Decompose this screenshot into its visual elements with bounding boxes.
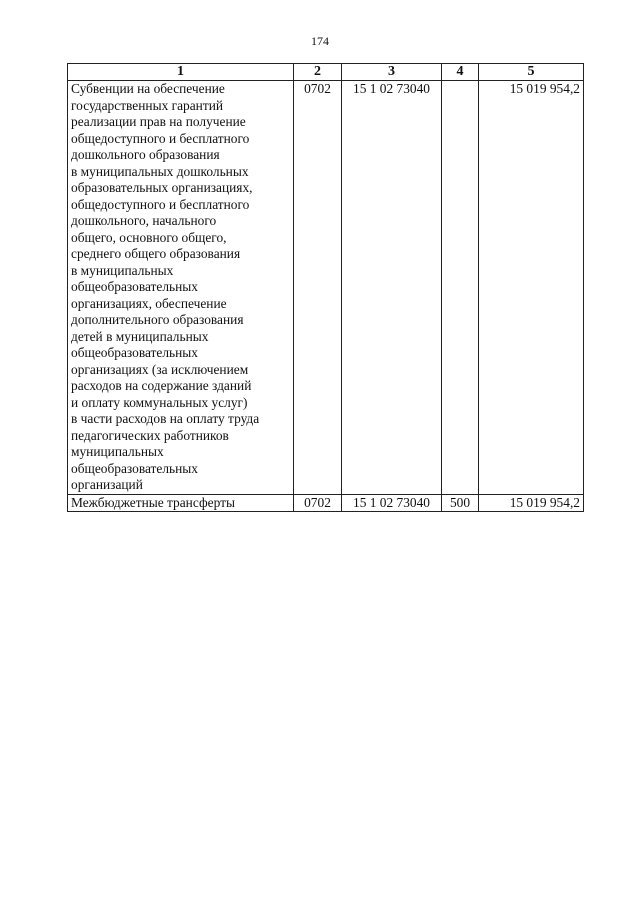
- table-header-row: [68, 64, 584, 81]
- table-row: [68, 494, 584, 512]
- column-header-1: 1: [68, 64, 294, 81]
- column-header-3: 3: [342, 64, 442, 81]
- column-header-4: 4: [442, 64, 479, 81]
- column-header-2: 2: [294, 64, 342, 81]
- row-name-cell: Межбюджетные трансферты: [68, 494, 294, 512]
- row-target-article-cell: 15 1 02 73040: [342, 81, 442, 495]
- column-header-5: 5: [479, 64, 584, 81]
- row-target-article-cell: 15 1 02 73040: [342, 494, 442, 512]
- row-name-cell: Субвенции на обеспечение государственных гарантий реализации прав на получение общедоступного и бесплатного дошкольного образования в муниципальных дошкольных образовательных организациях, общедоступного и бесплатного дошкольного, начального общего, основного общего, среднего общего образования в муниципальных общеобразовательных организациях, обеспечение дополнительного образования детей в муниципальных общеобразовательных организациях (за исключением расходов на содержание зданий и оплату коммунальных услуг) в части расходов на оплату труда педагогических работников муниципальных общеобразовательных организаций: [68, 81, 294, 495]
- row-section-cell: 0702: [294, 81, 342, 495]
- row-expense-type-cell: [442, 81, 479, 495]
- table-row: [68, 81, 584, 495]
- page-number: 174: [311, 34, 329, 48]
- row-amount-cell: 15 019 954,2: [479, 494, 584, 512]
- row-amount-cell: 15 019 954,2: [479, 81, 584, 495]
- budget-table: [67, 63, 584, 512]
- row-expense-type-cell: 500: [442, 494, 479, 512]
- row-section-cell: 0702: [294, 494, 342, 512]
